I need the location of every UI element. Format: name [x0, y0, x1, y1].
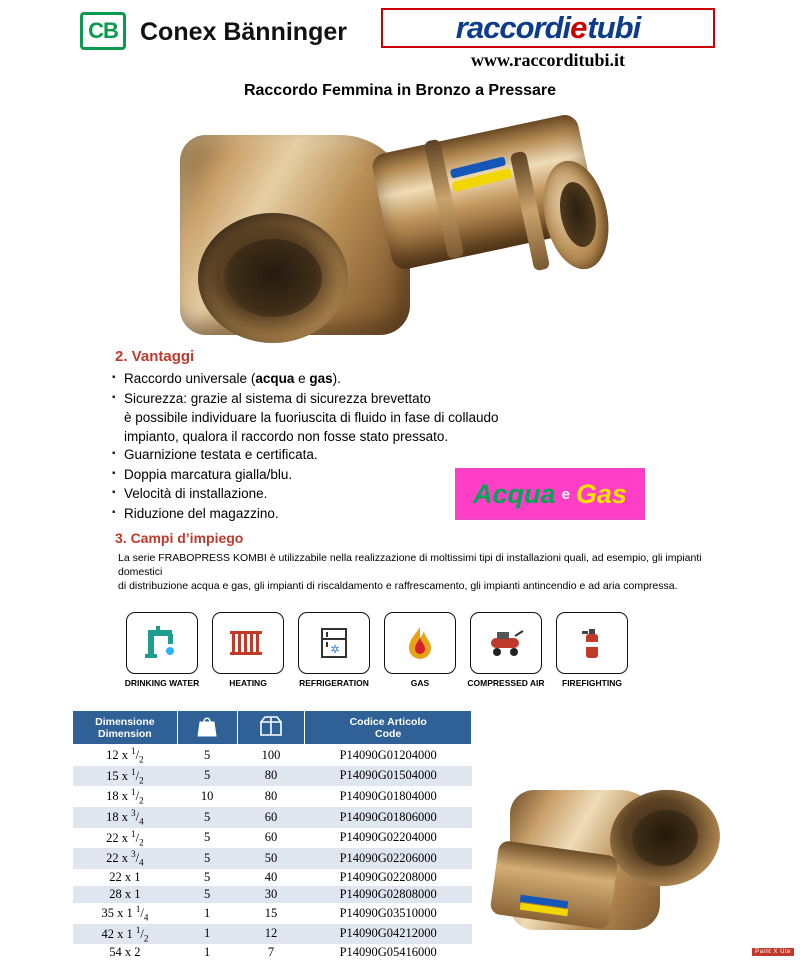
cell-bag: 5: [177, 869, 237, 886]
dim-a: 12: [106, 748, 119, 762]
bullet-bold-acqua: acqua: [255, 371, 294, 386]
col-bag-qty: [177, 711, 237, 745]
cell-box: 12: [237, 924, 305, 945]
distributor-url: www.raccorditubi.it: [381, 50, 715, 71]
cell-code: P14090G04212000: [305, 924, 472, 945]
table-body: [73, 745, 472, 961]
cell-dimension: 15 x $^1/_2$: [73, 766, 178, 787]
dim-den: 2: [139, 775, 144, 785]
table-row: [73, 807, 472, 828]
dim-num: 3: [131, 808, 136, 818]
cell-code: P14090G01804000: [305, 786, 472, 807]
flame-icon: [403, 624, 437, 662]
cell-dimension: 22 x $^1/_2$: [73, 828, 178, 849]
dim-whole: 2: [134, 945, 140, 959]
cell-bag: 1: [177, 924, 237, 945]
dim-den: 2: [144, 933, 149, 943]
brand-name: Conex Bänninger: [140, 18, 347, 47]
logo-part-tubi: tubi: [587, 10, 640, 46]
dim-a: 18: [106, 789, 119, 803]
bullet-text-2: Sicurezza: grazie al sistema di sicurezza brevettato: [124, 391, 431, 406]
col-article-code: [305, 711, 472, 745]
logo-part-e: e: [570, 10, 587, 46]
radiator-icon: [228, 625, 268, 661]
dim-x: x: [125, 945, 131, 959]
table-row: [73, 848, 472, 869]
cell-box: 50: [237, 848, 305, 869]
table-row: [73, 886, 472, 903]
cell-bag: 5: [177, 886, 237, 903]
dim-a: 22: [106, 831, 119, 845]
cell-dimension: 42 x 1 $^1/_2$: [73, 924, 178, 945]
table-row: [73, 786, 472, 807]
cell-dimension: 22 x $^3/_4$: [73, 848, 178, 869]
section-3-heading: 3. Campi d’impiego: [115, 530, 243, 546]
dim-num: 3: [131, 849, 136, 859]
col-dimension-it: Dimensione: [75, 716, 175, 728]
table-row: [73, 924, 472, 945]
gas-icon-box: [384, 612, 456, 674]
cell-code: P14090G02808000: [305, 886, 472, 903]
firefighting-icon-box: [556, 612, 628, 674]
table-row: [73, 828, 472, 849]
dim-num: 1: [131, 829, 136, 839]
watermark: Paint X Ute: [752, 948, 794, 956]
fridge-icon: [315, 624, 353, 662]
bullet-text-1b: e: [294, 371, 309, 386]
press-arm-bottom: [489, 840, 618, 930]
cell-code: P14090G01204000: [305, 745, 472, 766]
cell-box: 100: [237, 745, 305, 766]
paragraph-line-1: La serie FRABOPRESS KOMBI è utilizzabile nella realizzazione di moltissimi tipi di installazioni quali, ad esempio, gli impianti domestici: [118, 551, 718, 579]
dim-x: x: [122, 748, 128, 762]
cell-box: 80: [237, 786, 305, 807]
badge-word-acqua: Acqua: [473, 479, 556, 510]
dim-x: x: [122, 769, 128, 783]
table-row: [73, 745, 472, 766]
cell-bag: 1: [177, 903, 237, 924]
product-photo-top: [150, 105, 620, 335]
extinguisher-icon: [579, 624, 605, 662]
page-header: [0, 0, 800, 62]
faucet-icon: [142, 624, 182, 662]
cell-box: 80: [237, 766, 305, 787]
dim-x: x: [122, 851, 128, 865]
table-row: [73, 766, 472, 787]
app-label-gas: GAS: [374, 678, 466, 688]
cell-box: 60: [237, 807, 305, 828]
dim-x: x: [125, 887, 131, 901]
conex-banninger-logo-icon: CB: [80, 12, 126, 50]
dim-whole: 1: [126, 927, 132, 941]
bullet-text-1c: ).: [333, 371, 341, 386]
dim-a: 18: [106, 810, 119, 824]
cell-bag: 10: [177, 786, 237, 807]
dim-whole: 1: [134, 887, 140, 901]
compressed-air-icon-box: [470, 612, 542, 674]
cell-dimension: 35 x 1 $^1/_4$: [73, 903, 178, 924]
dim-whole: 1: [126, 906, 132, 920]
compressor-icon: [485, 626, 527, 660]
bullet-text-5: Velocità di installazione.: [124, 486, 267, 501]
cell-box: 15: [237, 903, 305, 924]
application-icons-row: [126, 612, 646, 700]
cell-dimension: 18 x $^3/_4$: [73, 807, 178, 828]
list-item: [112, 390, 542, 409]
cell-box: 30: [237, 886, 305, 903]
bullet-text-4: Doppia marcatura gialla/blu.: [124, 467, 292, 482]
app-label-drinking-water: DRINKING WATER: [116, 678, 208, 688]
cell-bag: 5: [177, 807, 237, 828]
dim-num: 1: [136, 904, 141, 914]
col-dimension-en: Dimension: [75, 728, 175, 740]
acqua-e-gas-badge: [455, 468, 645, 520]
dim-den: 4: [139, 858, 144, 868]
logo-part-raccordi: raccordi: [456, 10, 570, 46]
drinking-water-icon-box: [126, 612, 198, 674]
dim-den: 2: [139, 755, 144, 765]
cell-dimension: 12 x $^1/_2$: [73, 745, 178, 766]
svg-text:✲: ✲: [330, 643, 339, 656]
table-header-row: [73, 711, 472, 745]
section-3-paragraph: [118, 551, 718, 593]
product-photo-bottom: [480, 770, 780, 950]
col-code-it: Codice Articolo: [307, 716, 469, 728]
dim-num: 1: [131, 746, 136, 756]
product-table: [72, 710, 472, 961]
dim-x: x: [125, 870, 131, 884]
section-2-heading: 2. Vantaggi: [115, 348, 194, 365]
app-label-firefighting: FIREFIGHTING: [546, 678, 638, 688]
dim-x: x: [122, 831, 128, 845]
cell-box: 60: [237, 828, 305, 849]
cell-code: P14090G02208000: [305, 869, 472, 886]
cell-bag: 1: [177, 944, 237, 961]
cell-code: P14090G01806000: [305, 807, 472, 828]
list-item: [112, 370, 542, 389]
heating-icon-box: [212, 612, 284, 674]
cell-box: 7: [237, 944, 305, 961]
col-box-qty: [237, 711, 305, 745]
dim-a: 35: [101, 906, 114, 920]
cell-bag: 5: [177, 828, 237, 849]
dim-a: 15: [106, 769, 119, 783]
cell-dimension: [73, 886, 178, 903]
dim-x: x: [117, 927, 123, 941]
col-code-en: Code: [307, 728, 469, 740]
dim-x: x: [117, 906, 123, 920]
box-icon: [258, 714, 284, 738]
cell-box: 40: [237, 869, 305, 886]
bullet-bold-gas: gas: [309, 371, 332, 386]
table-row: [73, 903, 472, 924]
dim-a: 22: [109, 870, 122, 884]
female-thread-socket: [198, 213, 348, 343]
cell-bag: 5: [177, 745, 237, 766]
app-label-refrigeration: REFRIGERATION: [288, 678, 380, 688]
dim-a: 54: [109, 945, 122, 959]
dim-num: 1: [131, 787, 136, 797]
dim-num: 1: [131, 767, 136, 777]
dim-a: 28: [109, 887, 122, 901]
dim-a: 22: [106, 851, 119, 865]
app-label-compressed-air: COMPRESSED AIR: [460, 678, 552, 688]
dim-a: 42: [101, 927, 114, 941]
cell-bag: 5: [177, 848, 237, 869]
list-item: [112, 446, 542, 465]
table-row: [73, 869, 472, 886]
bullet-continuation-1: è possibile individuare la fuoriuscita di fluido in fase di collaudo: [112, 409, 542, 428]
dim-den: 4: [144, 913, 149, 923]
col-dimension: [73, 711, 178, 745]
cell-code: P14090G03510000: [305, 903, 472, 924]
cell-code: P14090G01504000: [305, 766, 472, 787]
dim-den: 2: [139, 796, 144, 806]
cell-bag: 5: [177, 766, 237, 787]
cell-code: P14090G05416000: [305, 944, 472, 961]
raccorditubi-logo: [381, 8, 715, 48]
dim-x: x: [122, 789, 128, 803]
dim-den: 2: [139, 837, 144, 847]
bullet-text-6: Riduzione del magazzino.: [124, 506, 279, 521]
app-label-heating: HEATING: [202, 678, 294, 688]
bag-icon: [196, 714, 218, 738]
table-row: [73, 944, 472, 961]
bullet-continuation-2: impianto, qualora il raccordo non fosse stato pressato.: [112, 428, 542, 447]
dim-x: x: [122, 810, 128, 824]
cell-code: P14090G02204000: [305, 828, 472, 849]
dim-whole: 1: [134, 870, 140, 884]
refrigeration-icon-box: [298, 612, 370, 674]
paragraph-line-2: di distribuzione acqua e gas, gli impianti di riscaldamento e raffrescamento, gli impianti antincendio e ad aria compressa.: [118, 579, 718, 593]
page-title: Raccordo Femmina in Bronzo a Pressare: [0, 82, 800, 100]
bullet-text-3: Guarnizione testata e certificata.: [124, 447, 318, 462]
cell-code: P14090G02206000: [305, 848, 472, 869]
badge-word-gas: Gas: [576, 479, 627, 510]
cell-dimension: [73, 944, 178, 961]
bullet-text-1a: Raccordo universale (: [124, 371, 255, 386]
dim-num: 1: [136, 925, 141, 935]
cell-dimension: [73, 869, 178, 886]
dim-den: 4: [139, 817, 144, 827]
cell-dimension: 18 x $^1/_2$: [73, 786, 178, 807]
badge-word-e: e: [562, 486, 570, 503]
